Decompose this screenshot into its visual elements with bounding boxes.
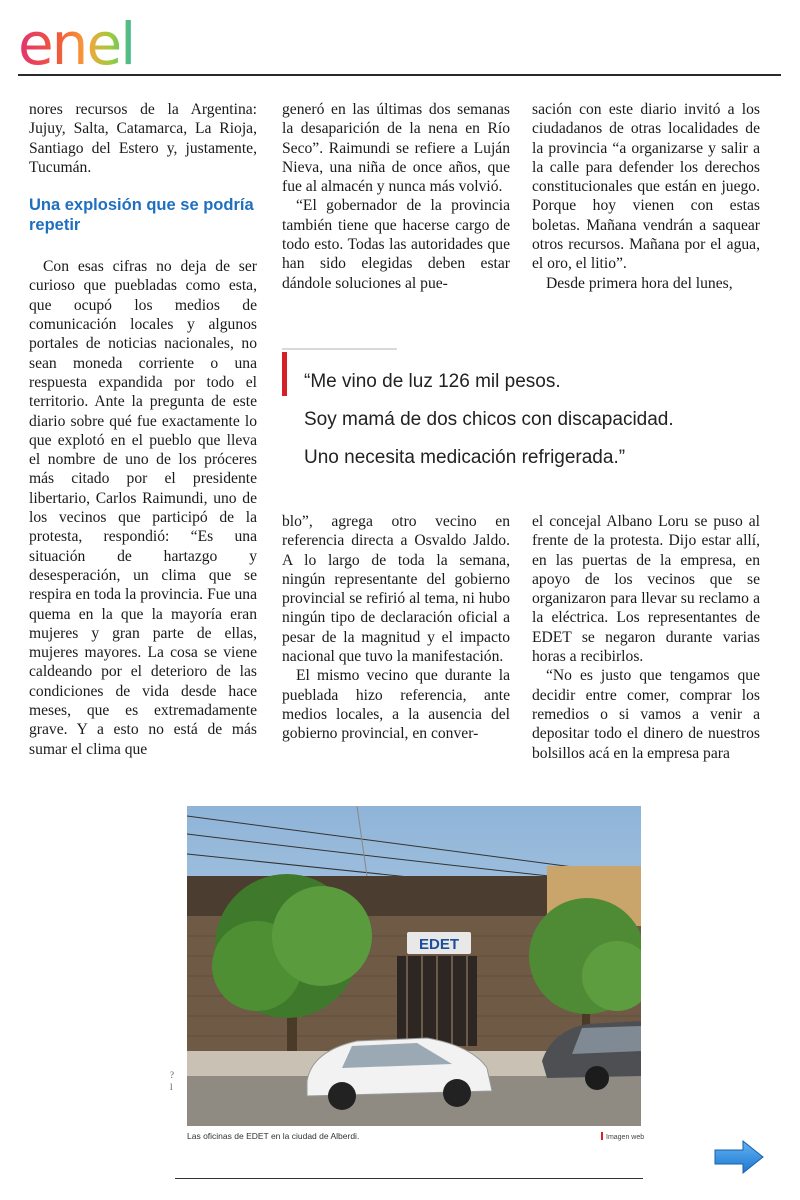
quote-line: “Me vino de luz 126 mil pesos. — [304, 371, 561, 392]
margin-mark: ? — [170, 1070, 174, 1080]
column-2-bottom — [282, 512, 510, 744]
column-3-top — [532, 100, 760, 293]
column-2-top — [282, 100, 510, 293]
paragraph: el concejal Albano Loru se puso al frente de la protesta. Dijo estar allí, en las puertas de la empresa, en apoyo de los vecinos que se organizaron para llevar su reclamo a la eléctrica. Los representantes de EDET se negaron durante varias horas a recibirlos. — [532, 513, 760, 666]
paragraph: blo”, agrega otro vecino en referencia directa a Osvaldo Jaldo. A lo largo de toda la semana, ningún representante del gobierno provincial se refirió al tema, ni hubo ningún tipo de declaración oficial a pesar de la magnitud y el impacto nacional que tuvo la manifestación. — [282, 513, 510, 666]
paragraph: generó en las últimas dos semanas la desaparición de la nena en Río Seco”. Raimundi se refiere a Luján Nieva, una niña de once años, que fue al almacén y nunca más volvió. — [282, 101, 510, 196]
margin-marks — [170, 808, 178, 1098]
paragraph: “No es justo que tengamos que decidir entre comer, comprar los remedios o si vamos a venir a depositar todo el dinero de nuestros bolsillos acá en la empresa para — [532, 667, 760, 762]
photo-credit-text: Imagen web — [606, 1134, 645, 1141]
column-1 — [29, 100, 257, 759]
margin-mark: l — [170, 1082, 173, 1092]
paragraph: El mismo vecino que durante la pueblada hizo referencia, ante medios locales, a la ausencia del gobierno provincial, en conver- — [282, 667, 510, 743]
paragraph: sación con este diario invitó a los ciudadanos de otras localidades de la provincia “a organizarse y salir a la calle para defender los derechos constitucionales que están en juego. Porque hoy vienen con estas boletas. Mañana vendrán a saquear otros recursos. Mañana por el agua, el oro, el litio”. — [532, 101, 760, 273]
paragraph: Con esas cifras no deja de ser curioso que puebladas como esta, que ocupó los medios de comunicación locales y algunos portales de noticias nacionales, no sean moneda corriente o una respuesta expandida por todo el territorio. Ante la pregunta de este diario sobre qué fue exactamente lo que explotó en el pueblo que lleva el nombre de uno de los próceres más citado por el presidente libertario, Carlos Raimundi, uno de los vecinos que participó de la protesta, respondió: “Es una situación de hartazgo y desesperación, un clima que se respira en toda la provincia. Fue una quema en la que la mayoría eran mujeres y gran parte de ellas, mujeres mayores. La cosa se viene caldeando por el deterioro de las condiciones de vida desde hace meses, que es extremadamente grave. Y a esto no está de más sumar el clima que — [29, 258, 257, 758]
quote-line: Soy mamá de dos chicos con discapacidad. — [304, 409, 674, 430]
subhead: Una explosión que se podría repetir — [29, 196, 254, 235]
quote-line: Uno necesita medicación refrigerada.” — [304, 447, 626, 468]
quote-accent-bar — [282, 352, 287, 396]
credit-mark — [601, 1132, 603, 1140]
arrow-right-icon[interactable] — [713, 1139, 765, 1175]
header-rule — [18, 74, 781, 76]
paragraph: “El gobernador de la provincia también tiene que hacerse cargo de todo esto. Todas las autoridades que han sido elegidas deben estar dándole soluciones al pue- — [282, 197, 510, 292]
edet-sign-text: EDET — [418, 936, 460, 953]
photo-credit — [601, 1132, 644, 1141]
column-3-bottom — [532, 512, 760, 763]
paragraph: nores recursos de la Argentina: Jujuy, Salta, Catamarca, La Rioja, Santiago del Estero y, justamente, Tucumán. — [29, 101, 257, 176]
quote-rule — [282, 348, 397, 350]
enel-wordmark: enel — [18, 10, 135, 72]
paragraph: Desde primera hora del lunes, — [546, 274, 733, 292]
bottom-rule — [175, 1178, 643, 1179]
pull-quote — [282, 348, 752, 480]
edet-office-photo — [187, 806, 641, 1126]
enel-logo — [16, 8, 180, 72]
photo-caption: Las oficinas de EDET en la ciudad de Alberdi. — [187, 1131, 360, 1141]
